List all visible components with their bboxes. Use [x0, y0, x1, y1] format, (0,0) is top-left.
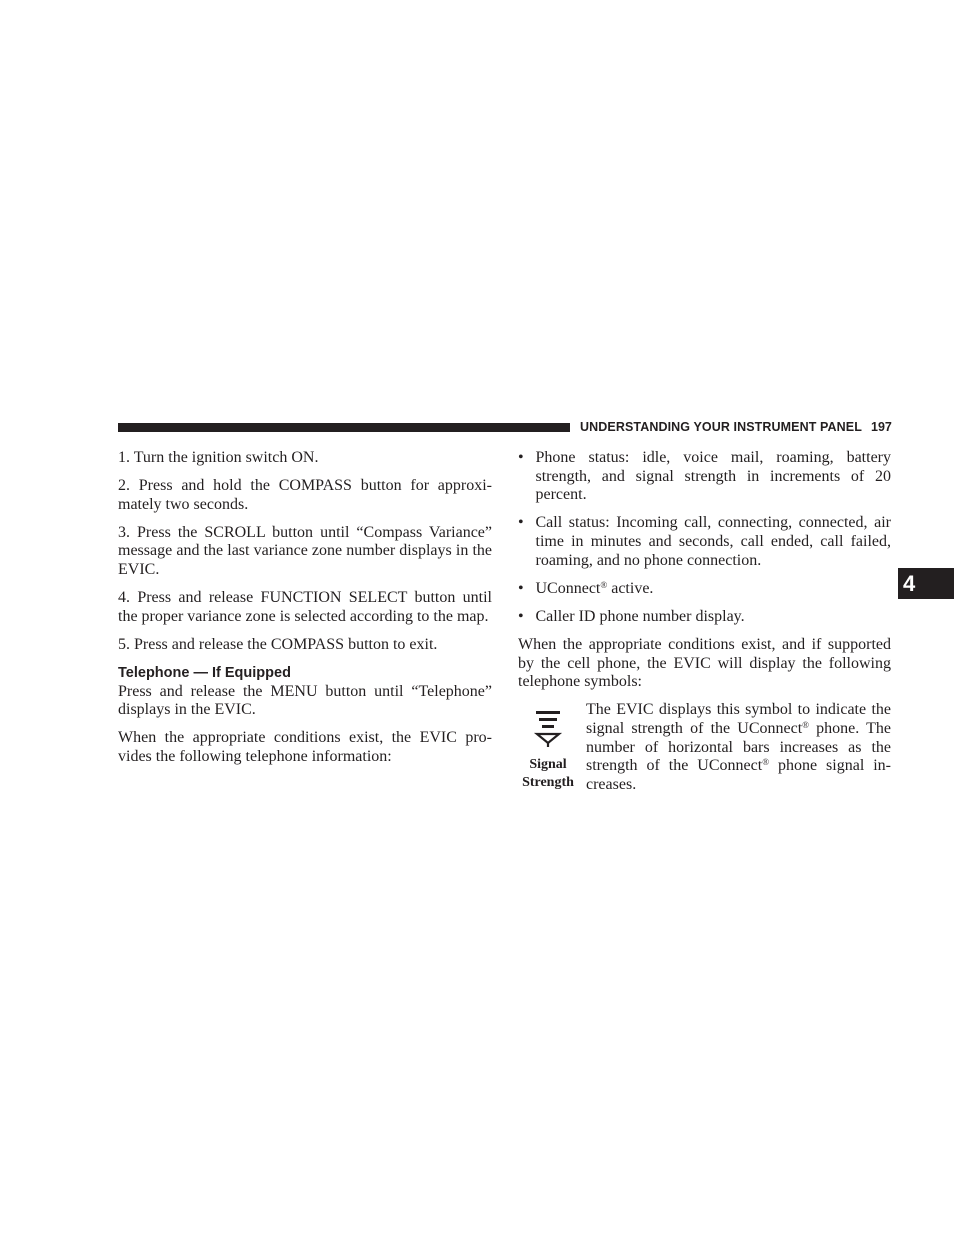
- list-item: [518, 580, 891, 599]
- left-column: [118, 449, 492, 776]
- caption-line-2: Strength: [522, 774, 574, 790]
- section-heading: Telephone — If Equipped: [118, 664, 291, 681]
- caller-id-text: Caller ID phone number display.: [535, 607, 745, 625]
- section-title: UNDERSTANDING YOUR INSTRUMENT PANEL: [580, 420, 862, 434]
- bullet-glyph: •: [518, 607, 524, 625]
- signal-strength-block: [518, 701, 891, 797]
- signal-strength-figure: [518, 707, 578, 791]
- caption-line-1: Signal: [529, 757, 567, 773]
- description-part-1: The EVIC displays this symbol to indicate the signal strength of the UConnect: [586, 701, 891, 737]
- description-part-2: phone. The number of horizontal bars increases as the strength of the UConnect: [586, 719, 892, 775]
- header-rule: [118, 423, 570, 432]
- step-1: 1. Turn the ignition switch ON.: [118, 449, 319, 466]
- phone-status-text: Phone status: idle, voice mail, roaming, battery strength, and signal strength in increments of 20 percent.: [535, 449, 891, 504]
- paragraph-info: When the appropriate conditions exist, the EVIC pro-vides the following telephone information:: [118, 729, 492, 765]
- info-list: [518, 449, 891, 627]
- list-item: [518, 514, 891, 570]
- page-number: 197: [871, 420, 892, 434]
- bullet-glyph: •: [518, 579, 524, 597]
- registered-mark: ®: [600, 579, 608, 590]
- signal-strength-description: [586, 701, 891, 795]
- signal-strength-caption: [518, 756, 578, 791]
- bullet-glyph: •: [518, 449, 524, 466]
- signal-strength-icon: [533, 707, 563, 747]
- step-2: 2. Press and hold the COMPASS button for approxi-mately two seconds.: [118, 477, 492, 513]
- call-status-text: Call status: Incoming call, connecting, connected, air time in minutes and seconds, call ended, call failed, roaming, and no phone connection.: [535, 514, 891, 569]
- symbols-intro: When the appropriate conditions exist, and if supported by the cell phone, the EVIC will display the following telephone symbols:: [518, 635, 891, 691]
- list-item: [518, 449, 891, 505]
- uconnect-name: UConnect: [535, 579, 601, 597]
- step-4: 4. Press and release FUNCTION SELECT button until the proper variance zone is selected according to the map.: [118, 589, 492, 625]
- list-item: [518, 608, 891, 627]
- registered-mark: ®: [762, 757, 770, 768]
- uconnect-active-text: active.: [607, 579, 654, 597]
- step-5: 5. Press and release the COMPASS button to exit.: [118, 635, 438, 653]
- step-3: 3. Press the SCROLL button until “Compass Variance” message and the last variance zone number displays in the EVIC.: [118, 523, 492, 579]
- chapter-tab: 4: [898, 568, 954, 599]
- paragraph-menu: Press and release the MENU button until “Telephone” displays in the EVIC.: [118, 682, 492, 719]
- registered-mark: ®: [802, 719, 809, 730]
- bullet-glyph: •: [518, 514, 524, 532]
- description-part-3: phone signal in-creases.: [586, 757, 892, 794]
- right-column: [518, 449, 891, 797]
